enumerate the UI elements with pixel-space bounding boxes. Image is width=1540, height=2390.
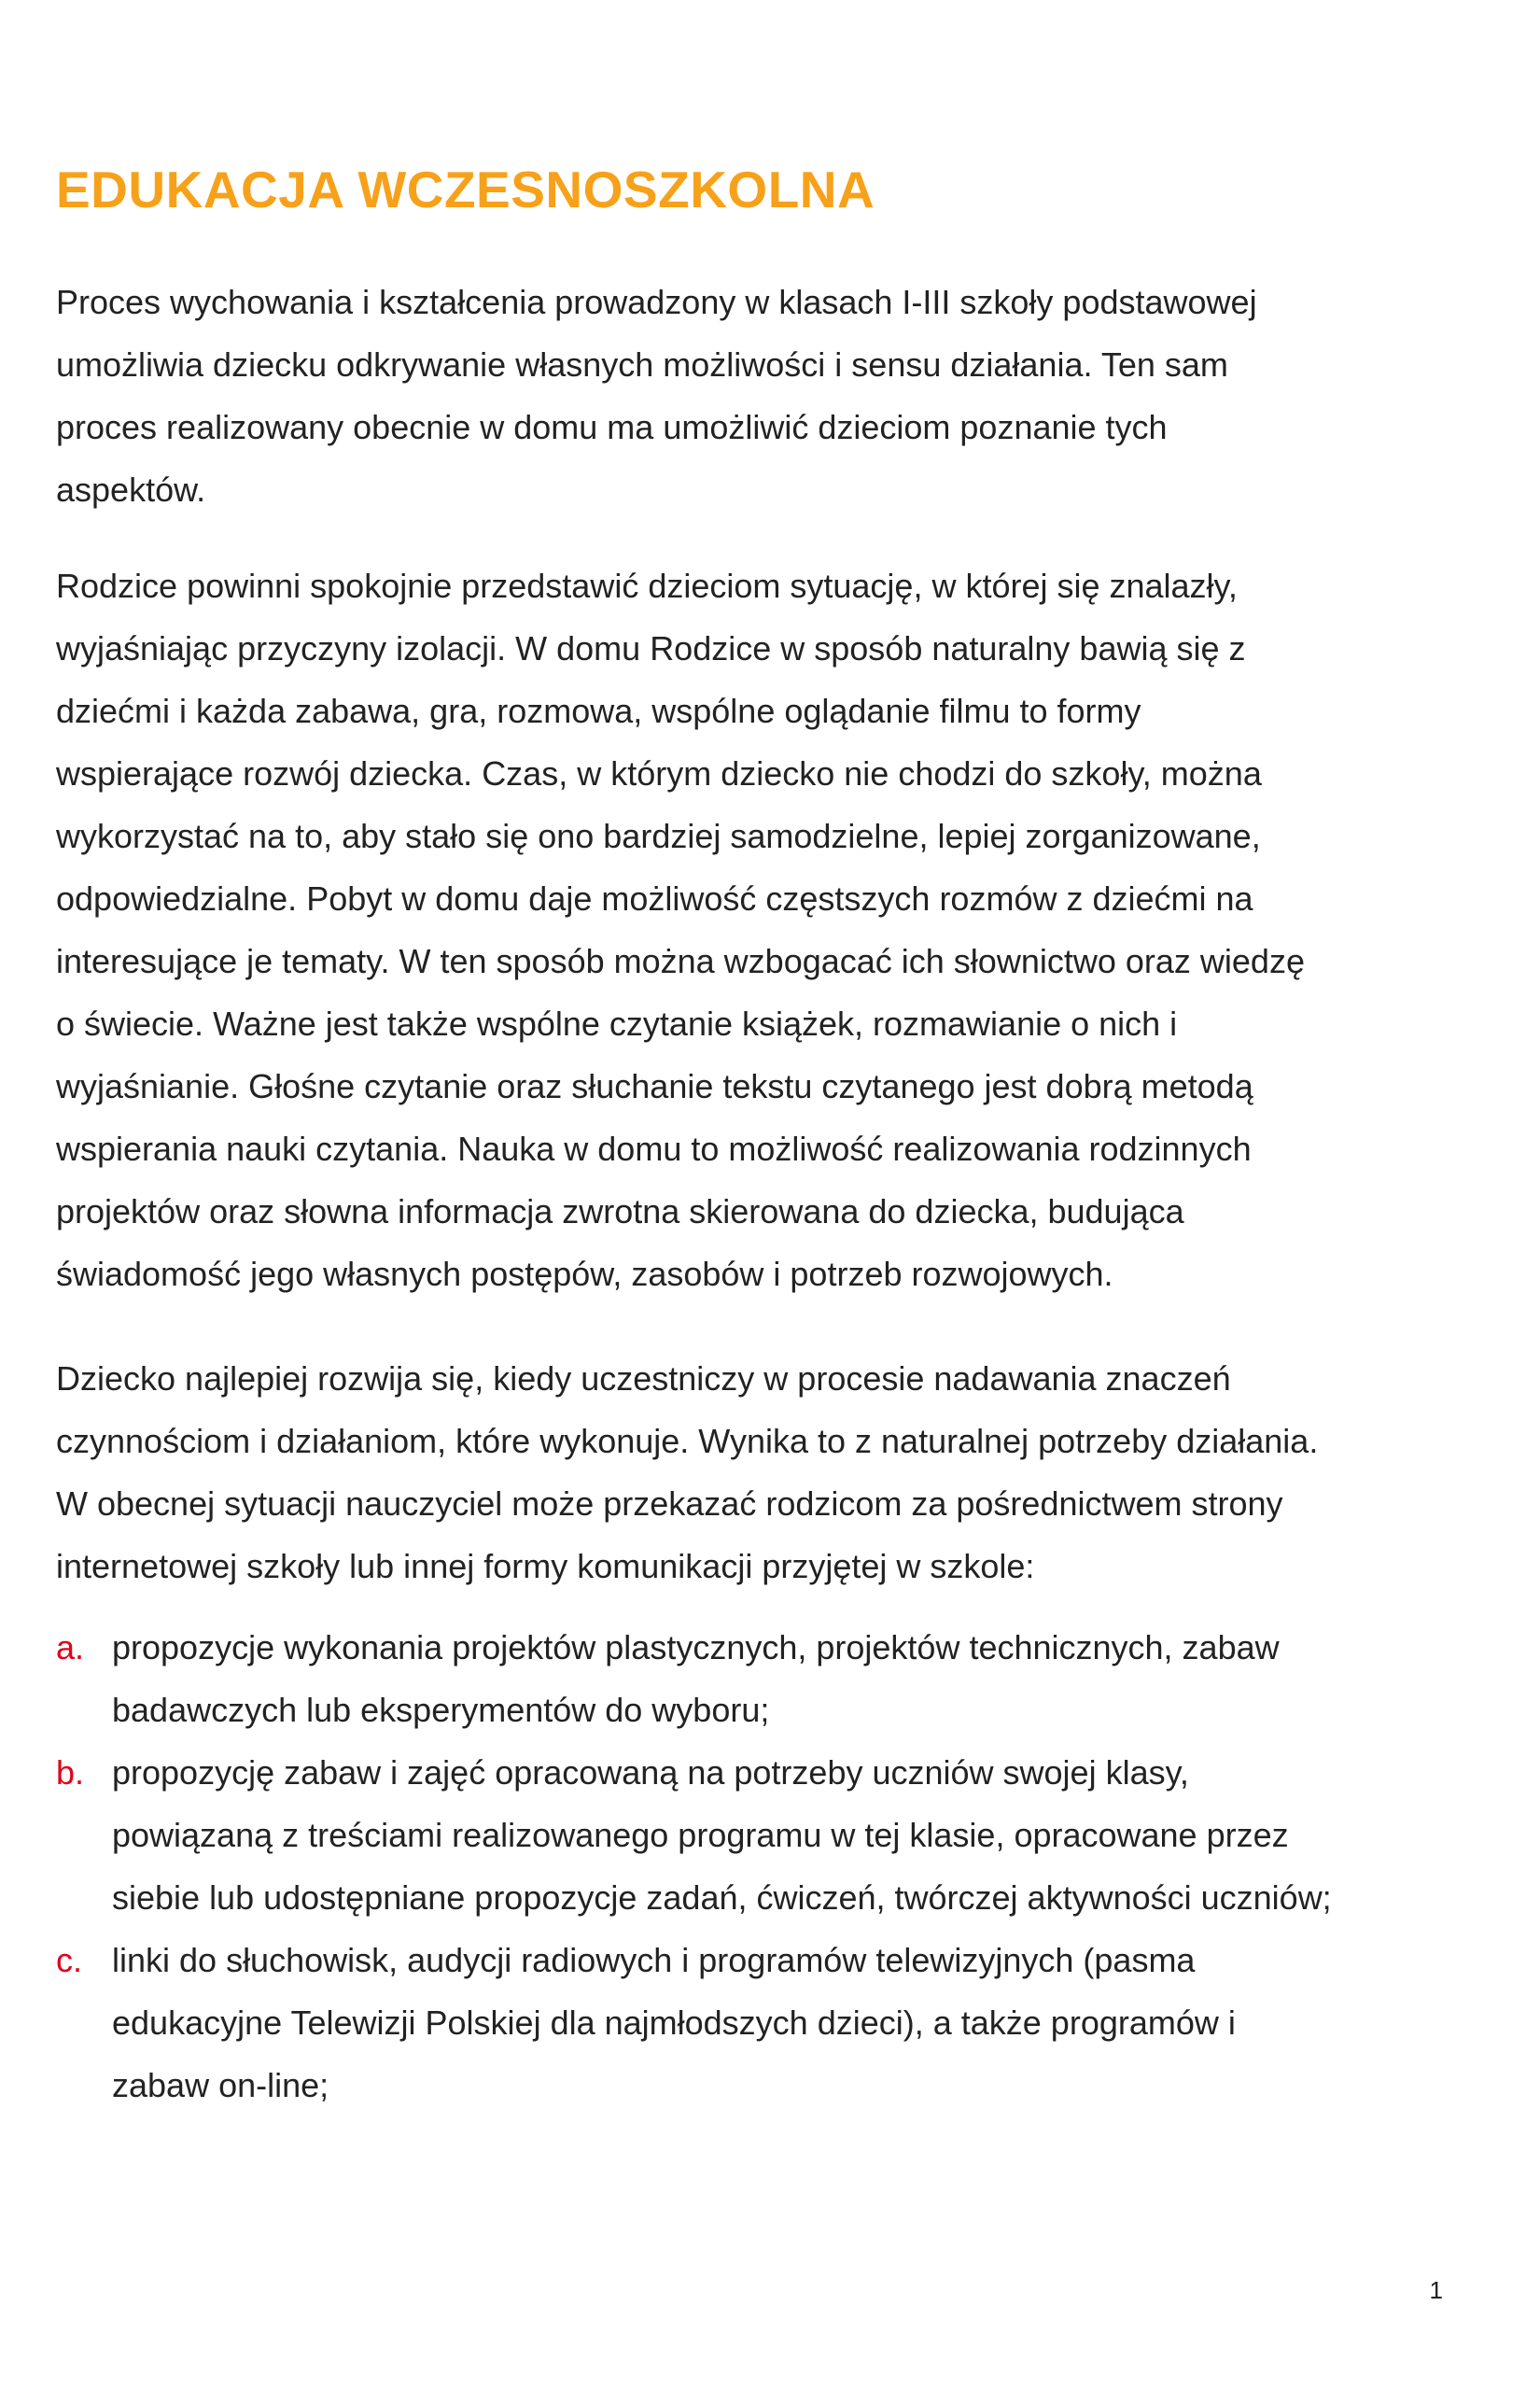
list-marker: b. (56, 1753, 85, 1792)
paragraph-line: wyjaśniając przyczyny izolacji. W domu Rodzice w sposób naturalny bawią się z (56, 629, 1246, 668)
paragraph-line: wspierania nauki czytania. Nauka w domu to możliwość realizowania rodzinnych (56, 1130, 1252, 1168)
paragraph-line: W obecnej sytuacji nauczyciel może przekazać rodzicom za pośrednictwem strony (56, 1484, 1283, 1523)
document-title: EDUKACJA WCZESNOSZKOLNA (56, 161, 875, 218)
paragraph-line: aspektów. (56, 471, 206, 509)
paragraph-line: dziećmi i każda zabawa, gra, rozmowa, wspólne oglądanie filmu to formy (56, 692, 1141, 730)
paragraph-line: o świecie. Ważne jest także wspólne czytanie książek, rozmawianie o nich i (56, 1005, 1178, 1043)
paragraph-line: odpowiedzialne. Pobyt w domu daje możliwość częstszych rozmów z dziećmi na (56, 879, 1253, 918)
list-item (56, 1616, 1475, 1741)
list-item (56, 1741, 1475, 1929)
list-item-line: propozycje wykonania projektów plastycznych, projektów technicznych, zabaw (112, 1628, 1280, 1666)
list-item-line: siebie lub udostępniane propozycje zadań, ćwiczeń, twórczej aktywności uczniów; (112, 1878, 1332, 1917)
paragraph-line: wyjaśnianie. Głośne czytanie oraz słuchanie tekstu czytanego jest dobrą metodą (56, 1067, 1253, 1105)
paragraph-line: proces realizowany obecnie w domu ma umożliwić dzieciom poznanie tych (56, 408, 1168, 446)
list-item (56, 1929, 1475, 2116)
paragraph-line: czynnościom i działaniom, które wykonuje. Wynika to z naturalnej potrzeby działania. (56, 1422, 1319, 1460)
paragraph-line: interesujące je tematy. W ten sposób można wzbogacać ich słownictwo oraz wiedzę (56, 942, 1305, 980)
paragraph-line: Proces wychowania i kształcenia prowadzony w klasach I-III szkoły podstawowej (56, 283, 1257, 321)
teacher-proposals-list (56, 1616, 1475, 2116)
list-item-line: edukacyjne Telewizji Polskiej dla najmłodszych dzieci), a także programów i (112, 2003, 1236, 2042)
paragraph-intro (56, 271, 1456, 521)
page-number: 1 (1429, 2276, 1443, 2304)
paragraph-line: Dziecko najlepiej rozwija się, kiedy uczestniczy w procesie nadawania znaczeń (56, 1359, 1231, 1398)
list-marker: a. (56, 1628, 85, 1666)
list-item-line: zabaw on-line; (112, 2066, 329, 2104)
paragraph-line: projektów oraz słowna informacja zwrotna skierowana do dziecka, budująca (56, 1192, 1184, 1230)
paragraph-line: wspierające rozwój dziecka. Czas, w którym dziecko nie chodzi do szkoły, można (56, 754, 1262, 793)
paragraph-line: świadomość jego własnych postępów, zasobów i potrzeb rozwojowych. (56, 1255, 1113, 1293)
list-item-line: linki do słuchowisk, audycji radiowych i programów telewizyjnych (pasma (112, 1941, 1196, 1979)
paragraph-line: wykorzystać na to, aby stało się ono bardziej samodzielne, lepiej zorganizowane, (56, 817, 1261, 855)
list-item-line: badawczych lub eksperymentów do wyboru; (112, 1691, 770, 1729)
list-marker: c. (56, 1941, 83, 1979)
list-item-line: propozycję zabaw i zajęć opracowaną na potrzeby uczniów swojej klasy, (112, 1753, 1189, 1792)
paragraph-line: umożliwia dziecku odkrywanie własnych możliwości i sensu działania. Ten sam (56, 345, 1228, 384)
paragraph-line: internetowej szkoły lub innej formy komunikacji przyjętej w szkole: (56, 1547, 1035, 1585)
list-item-line: powiązaną z treściami realizowanego programu w tej klasie, opracowane przez (112, 1816, 1289, 1854)
paragraph-child-development (56, 1347, 1456, 1597)
paragraph-line: Rodzice powinni spokojnie przedstawić dzieciom sytuację, w której się znalazły, (56, 567, 1238, 605)
paragraph-parents (56, 555, 1456, 1305)
